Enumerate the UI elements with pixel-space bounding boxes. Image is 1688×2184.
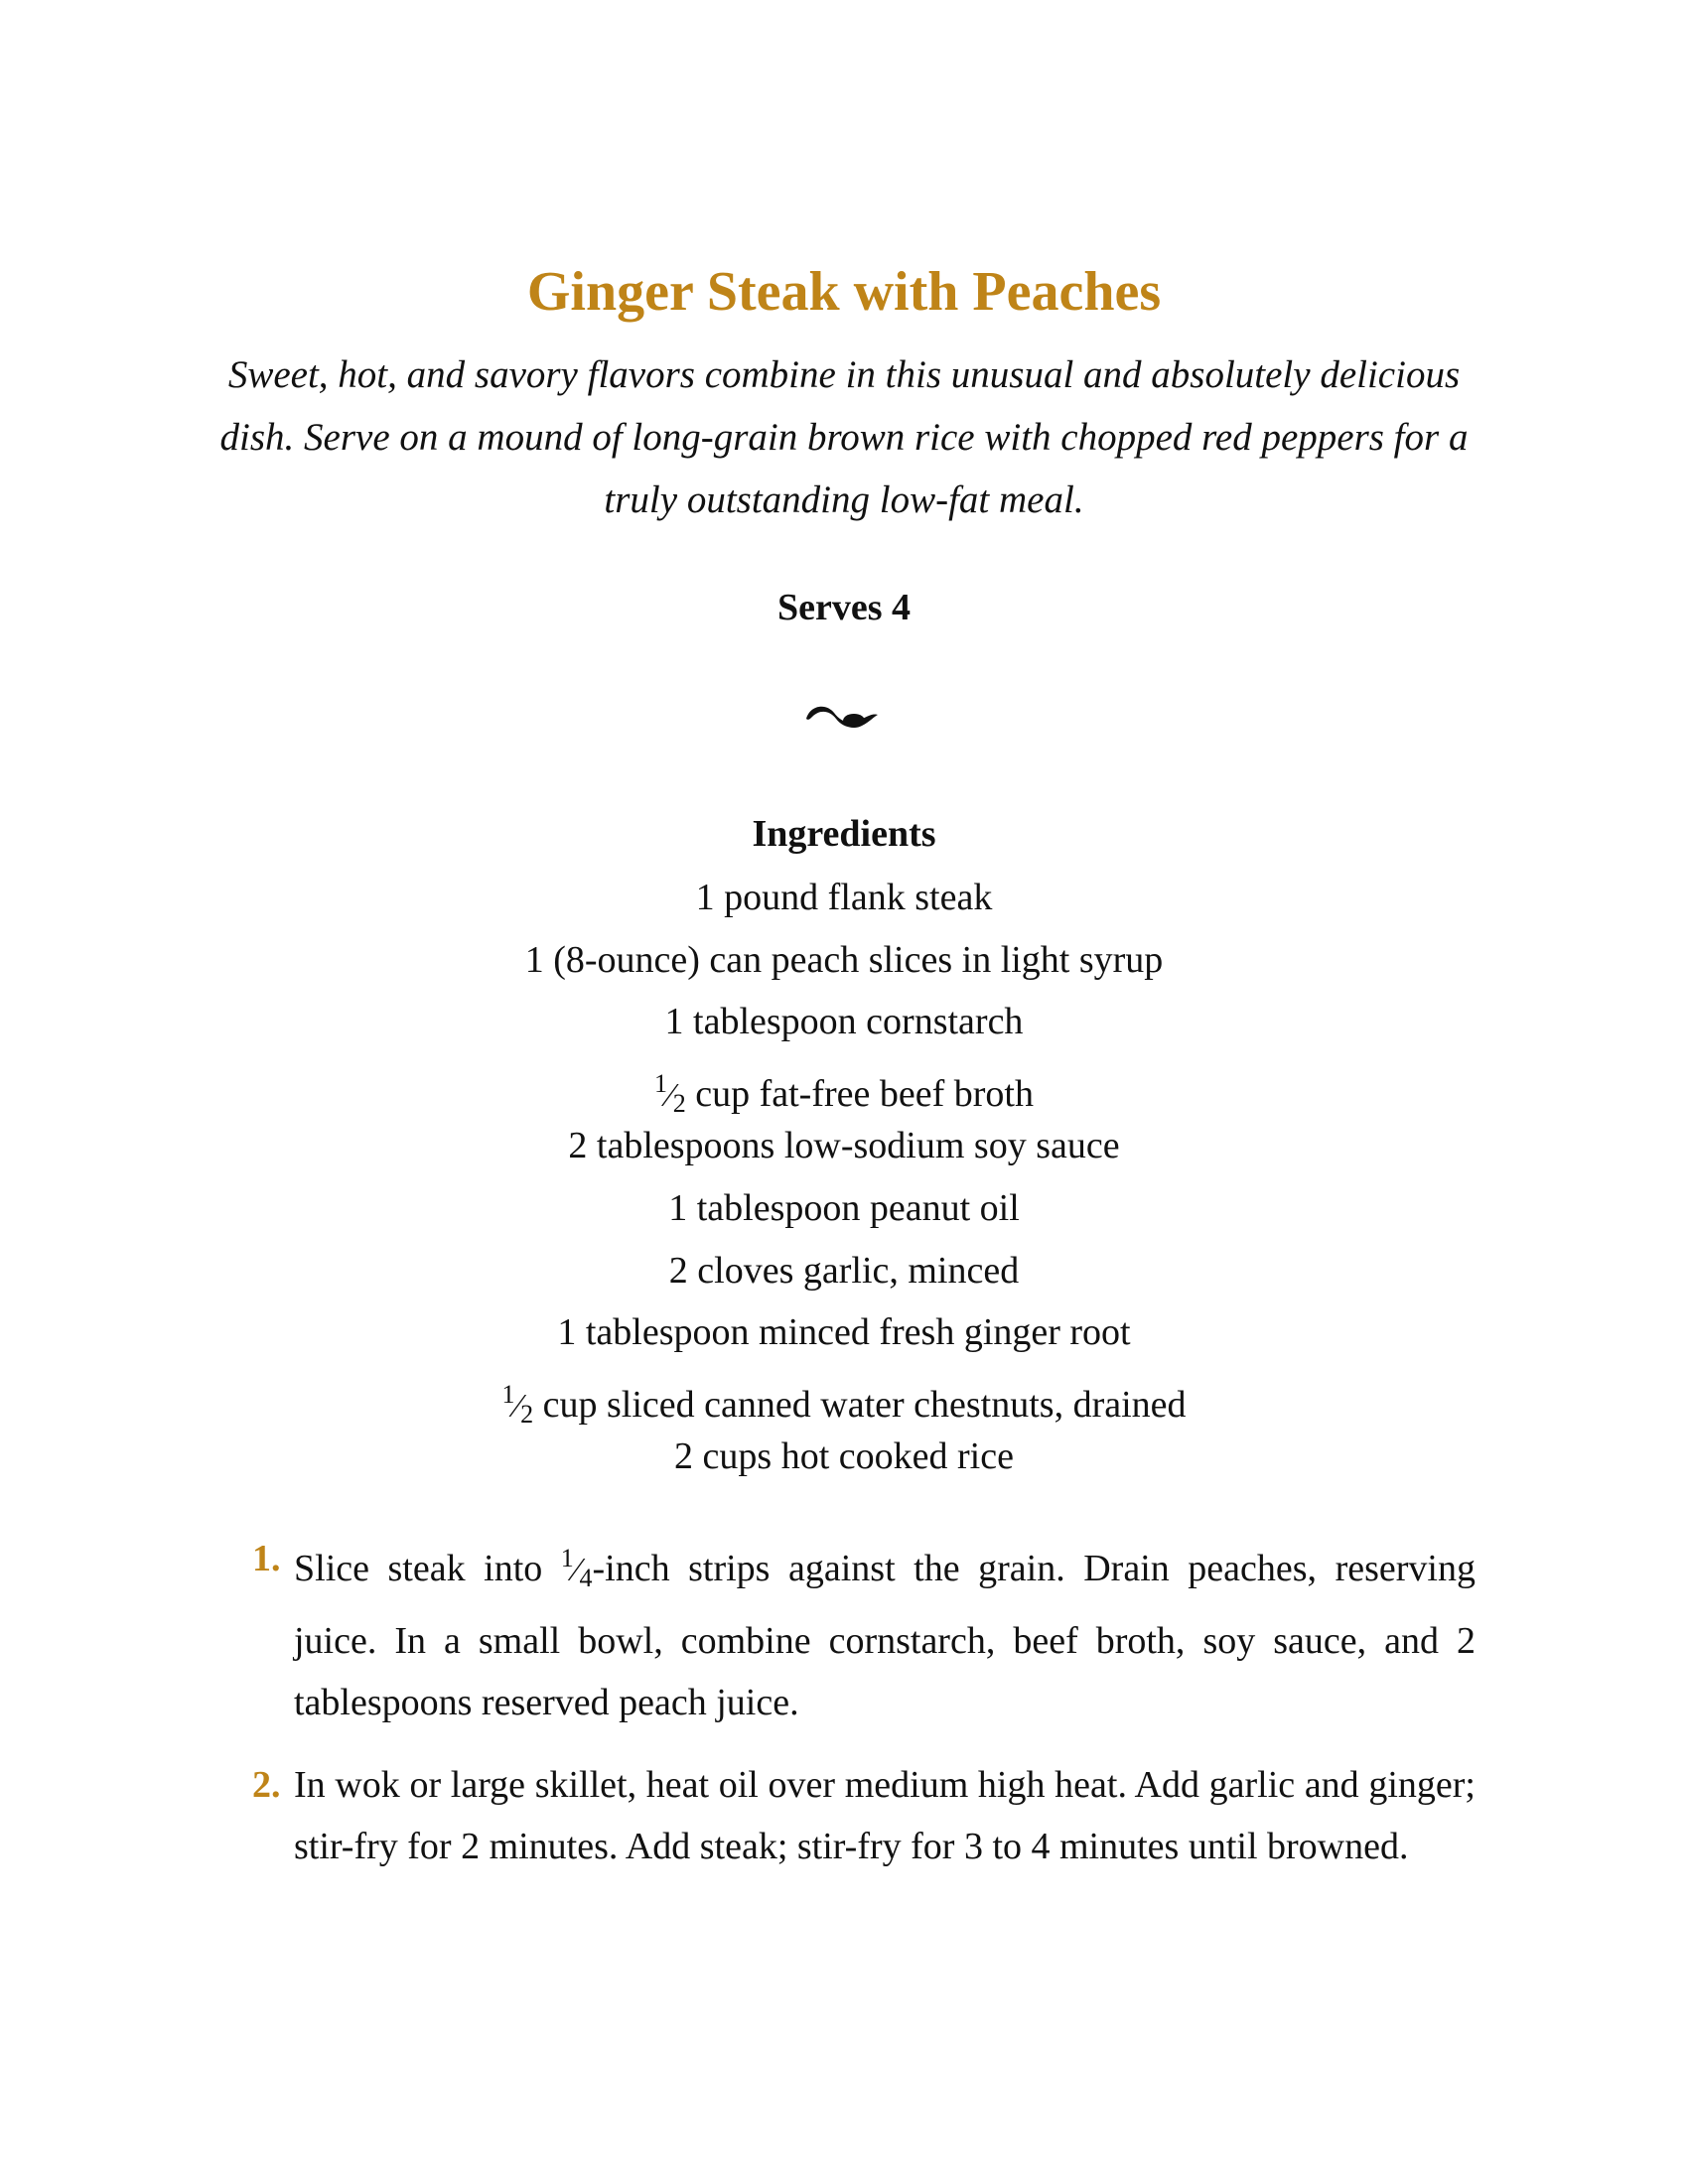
ingredient-text: 1 tablespoon cornstarch bbox=[664, 1001, 1024, 1043]
step-item bbox=[248, 1528, 1476, 1734]
fraction-denominator: 4 bbox=[579, 1564, 593, 1592]
ingredients-list bbox=[0, 867, 1688, 1488]
fleuron-swash-icon bbox=[802, 697, 882, 733]
ingredient-item bbox=[0, 929, 1688, 992]
ingredient-item bbox=[0, 1301, 1688, 1364]
step-number: 2. bbox=[252, 1763, 281, 1806]
ingredient-text: 1 (8-ounce) can peach slices in light syrup bbox=[524, 938, 1164, 981]
fraction: $^1$⁄2 bbox=[501, 1379, 534, 1429]
ingredient-item bbox=[0, 1053, 1688, 1116]
ingredient-item bbox=[0, 1364, 1688, 1427]
ingredient-item bbox=[0, 1177, 1688, 1240]
ingredient-item bbox=[0, 991, 1688, 1053]
ingredients-heading: Ingredients bbox=[752, 813, 936, 855]
ingredient-text: cup fat-free beef broth bbox=[685, 1072, 1034, 1115]
recipe-title: Ginger Steak with Peaches bbox=[526, 261, 1162, 323]
ingredient-item bbox=[0, 1426, 1688, 1488]
fraction-denominator: 2 bbox=[520, 1399, 534, 1429]
ingredient-text: cup sliced canned water chestnuts, drained bbox=[533, 1383, 1187, 1426]
step-text: In wok or large skillet, heat oil over medium high heat. Add garlic and ginger; stir-fry for 2 minutes. Add steak; stir-fry for 3 to 4 minutes until browned. bbox=[294, 1763, 1476, 1867]
steps-list bbox=[248, 1528, 1476, 1898]
fraction-numerator: 1 bbox=[654, 1068, 668, 1098]
serves-count: Serves 4 bbox=[776, 587, 912, 628]
fraction: $^1$⁄4 bbox=[560, 1544, 593, 1592]
step-text-part: -inch strips against the grain. Drain peaches, reserving juice. In a small bowl, combine cornstarch, beef broth, soy sauce, and 2 tablespoons reserved peach juice. bbox=[294, 1548, 1476, 1723]
step-text bbox=[294, 1528, 1476, 1734]
ingredient-text: 2 cloves garlic, minced bbox=[668, 1249, 1020, 1292]
step-item bbox=[248, 1754, 1476, 1878]
recipe-intro: Sweet, hot, and savory flavors combine in this unusual and absolutely delicious dish. Serve on a mound of long-grain brown rice with chopped red peppers for a truly outstanding low-fat meal. bbox=[219, 353, 1469, 521]
fraction-denominator: 2 bbox=[672, 1088, 686, 1118]
fraction-numerator: 1 bbox=[560, 1544, 574, 1572]
ingredient-text: 1 tablespoon peanut oil bbox=[668, 1186, 1020, 1229]
step-number: 1. bbox=[252, 1538, 281, 1579]
ingredient-text: 1 tablespoon minced fresh ginger root bbox=[557, 1311, 1131, 1354]
ingredient-text: 2 cups hot cooked rice bbox=[674, 1435, 1014, 1478]
step-text-part: Slice steak into bbox=[294, 1548, 561, 1589]
ingredient-text: 1 pound flank steak bbox=[695, 877, 993, 918]
fraction-numerator: 1 bbox=[501, 1379, 515, 1409]
ingredient-item bbox=[0, 867, 1688, 929]
ingredient-item bbox=[0, 1115, 1688, 1177]
ingredient-text: 2 tablespoons low-sodium soy sauce bbox=[568, 1125, 1120, 1167]
fraction: $^1$⁄2 bbox=[654, 1068, 686, 1118]
ingredient-item bbox=[0, 1240, 1688, 1302]
